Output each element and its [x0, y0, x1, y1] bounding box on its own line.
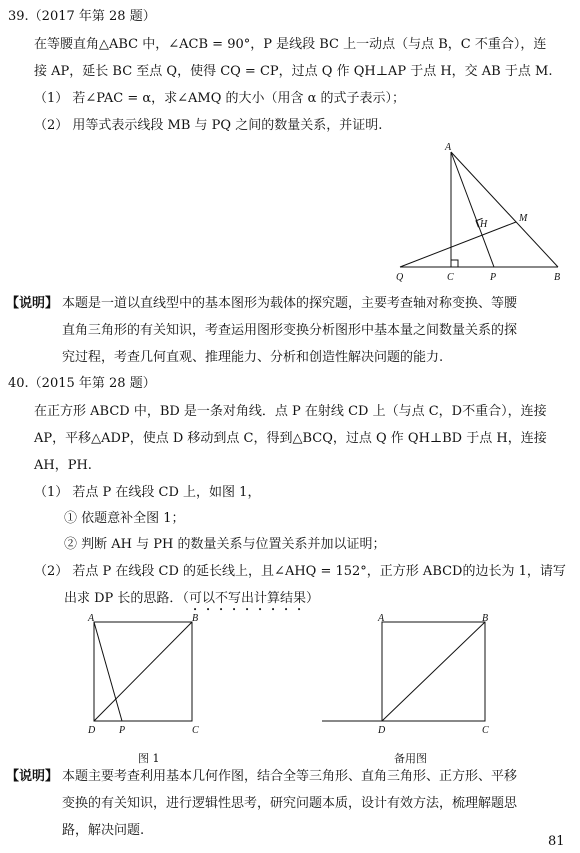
backup-label-a: A [378, 613, 385, 624]
problem-39-text-line-2: 接 AP，延长 BC 至点 Q，使得 CQ = CP，过点 Q 作 QH⊥AP 于点 H，交 AB 于点 M. [34, 64, 553, 79]
segment-ap [451, 152, 494, 267]
fig1-label-d: D [88, 725, 96, 736]
diagonal-bd [382, 622, 485, 721]
problem-39-question-2: （2） 用等式表示线段 MB 与 PQ 之间的数量关系，并证明. [34, 118, 383, 133]
problem-40-question-1b: ② 判断 AH 与 PH 的数量关系与位置关系并加以证明； [64, 537, 386, 552]
backup-label-c: C [482, 725, 489, 736]
point-label-q: Q [396, 272, 404, 283]
problem-40-question-1: （1） 若点 P 在线段 CD 上，如图 1， [34, 485, 261, 500]
problem-40-question-1a: ① 依题意补全图 1； [64, 511, 185, 526]
point-label-b: B [554, 272, 561, 283]
page-number: 81 [548, 834, 565, 849]
problem-40-question-2a: （2） 若点 P 在线段 CD 的延长线上，且∠AHQ = 152°，正方形 ABCD的边长为 1，请写 [34, 564, 566, 579]
point-label-m: M [519, 213, 528, 224]
problem-40-backup-figure [318, 612, 498, 742]
note-40-tag: 【说明】 [6, 769, 59, 784]
problem-39-text-line-1: 在等腰直角△ABC 中，∠ACB = 90°，P 是线段 BC 上一动点（与点 B，C 不重合），连 [34, 37, 547, 52]
note-39-line-1: 本题是一道以直线型中的基本图形为载体的探究题，主要考查轴对称变换、等腰 [62, 296, 518, 311]
figure-1-caption: 图 1 [138, 752, 160, 765]
fig1-label-c: C [192, 725, 199, 736]
problem-39-figure [388, 140, 578, 285]
problem-40-question-2b [64, 590, 319, 614]
problem-40-header: 40.（2015 年第 28 题） [8, 376, 156, 391]
fig1-label-a: A [88, 613, 95, 624]
problem-39-header: 39.（2017 年第 28 题） [8, 9, 156, 24]
diagonal-bd [94, 622, 192, 721]
note-40-line-2: 变换的有关知识，进行逻辑性思考，研究问题本质，设计有效方法，梳理解题思 [62, 796, 518, 811]
backup-figure-caption: 备用图 [394, 752, 427, 765]
question-2b-text: 出求 DP 长的思路．（ [64, 591, 189, 606]
problem-40-text-line-3: AH，PH. [34, 458, 92, 473]
question-2b-close: ） [305, 591, 319, 606]
problem-39-question-1: （1） 若∠PAC = α，求∠AMQ 的大小（用含 α 的式子表示）； [34, 91, 406, 106]
point-label-c: C [447, 272, 454, 283]
problem-40-text-line-1: 在正方形 ABCD 中，BD 是一条对角线．点 P 在射线 CD 上（与点 C，D不重合），连接 [34, 404, 547, 419]
fig1-label-p: P [119, 725, 126, 736]
segment-ab [451, 152, 558, 267]
right-angle-mark-c [451, 260, 458, 267]
note-39-line-3: 究过程，考查几何直观、推理能力、分析和创造性解决问题的能力. [62, 350, 444, 365]
point-label-h: H [480, 219, 488, 230]
problem-40-figure-1 [84, 612, 204, 742]
note-40-line-1: 本题主要考查利用基本几何作图，结合全等三角形、直角三角形、正方形、平移 [62, 769, 518, 784]
backup-label-b: B [482, 613, 489, 624]
question-2b-emphasis: 可以不写出计算结果 [188, 591, 306, 606]
point-label-p: P [490, 272, 497, 283]
point-label-a: A [445, 142, 452, 153]
problem-40-text-line-2: AP，平移△ADP，使点 D 移动到点 C，得到△BCQ，过点 Q 作 QH⊥BD 于点 H，连接 [34, 431, 547, 446]
backup-label-d: D [378, 725, 386, 736]
note-40-line-3: 路，解决问题. [62, 823, 145, 838]
fig1-label-b: B [192, 613, 199, 624]
note-39-line-2: 直角三角形的有关知识，考查运用图形变换分析图形中基本量之间数量关系的探 [62, 323, 518, 338]
note-39-tag: 【说明】 [6, 296, 59, 311]
